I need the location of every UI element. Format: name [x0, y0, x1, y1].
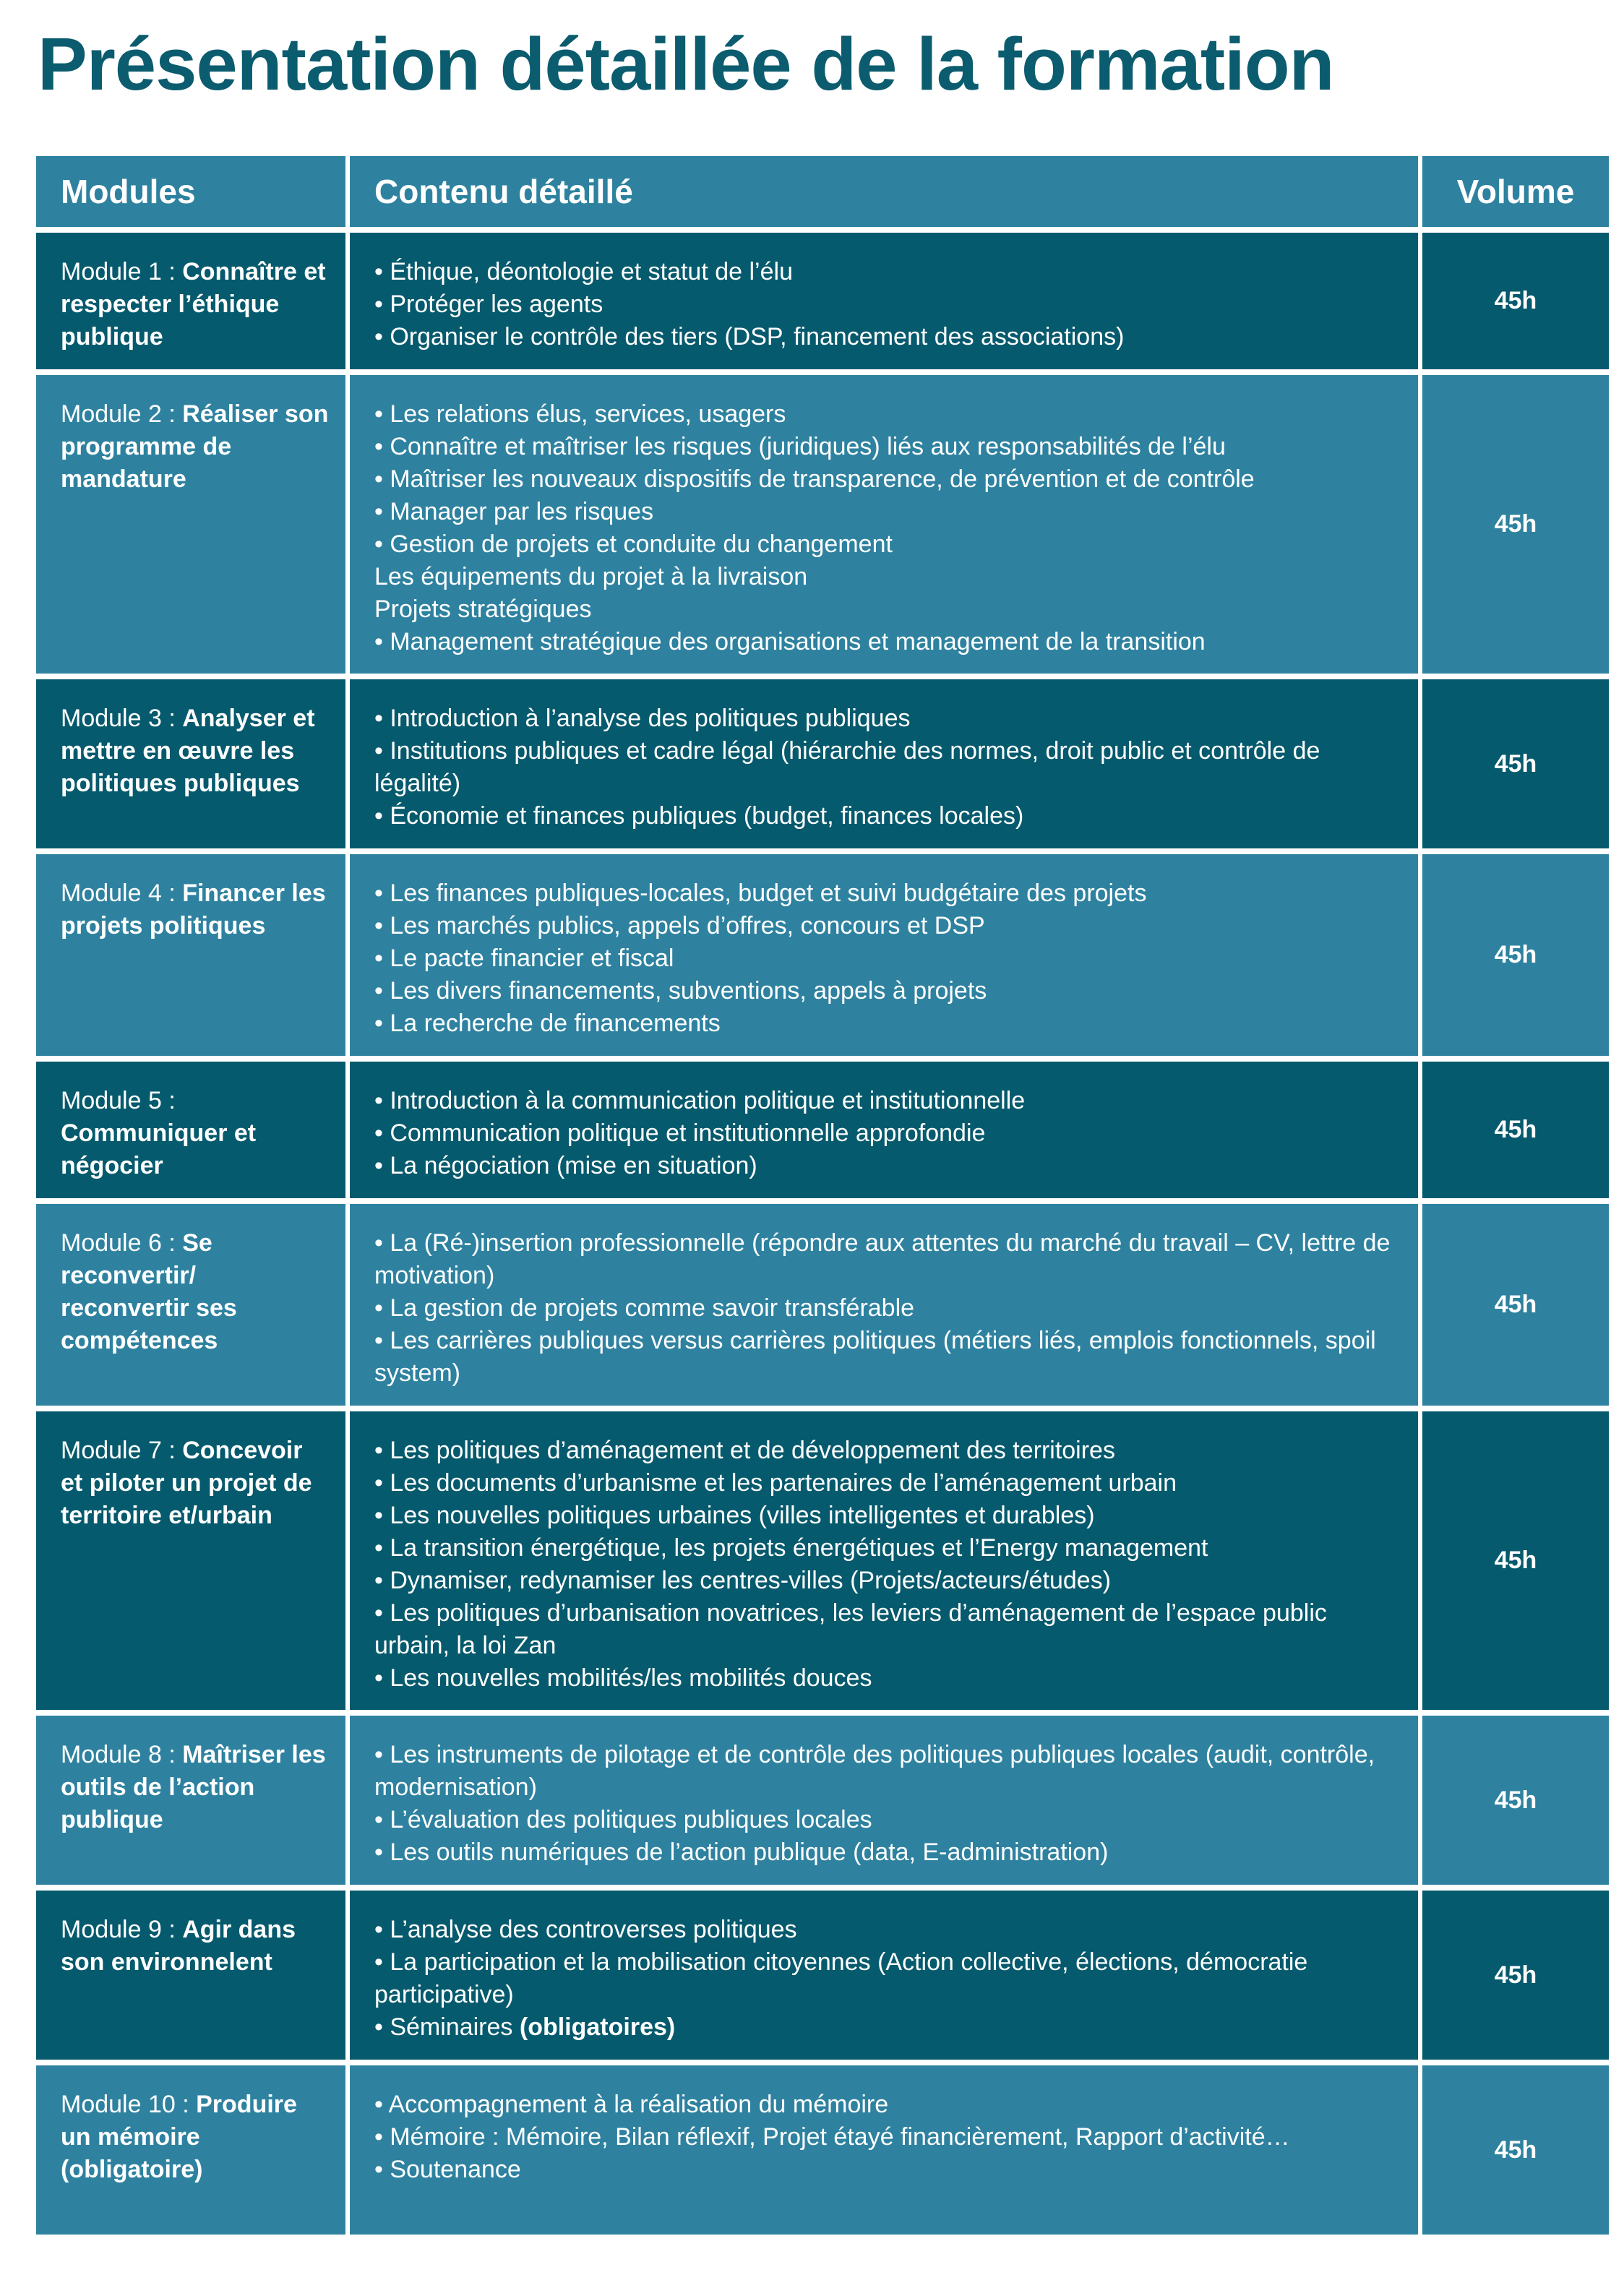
content-item-text: • Séminaires	[374, 2013, 520, 2041]
content-item: • Les politiques d’aménagement et de développement des territoires	[374, 1437, 1115, 1464]
content-item: • La transition énergétique, les projets énergétiques et l’Energy management	[374, 1534, 1208, 1562]
content-item: • La (Ré-)insertion professionnelle (répondre aux attentes du marché du travail – CV, lettre de motivation)	[374, 1229, 1391, 1289]
modules-table	[36, 156, 1609, 2235]
table-row	[36, 233, 1609, 369]
content-cell	[350, 1891, 1418, 2060]
content-item: • Les politiques d’urbanisation novatrices, les leviers d’aménagement de l’espace public urbain, la loi Zan	[374, 1599, 1327, 1659]
module-cell	[36, 1891, 345, 2060]
content-item: • Les marchés publics, appels d’offres, concours et DSP	[374, 912, 985, 939]
module-cell	[36, 1411, 345, 1710]
content-cell	[350, 679, 1418, 848]
module-name: Financer les projets politiques	[61, 879, 326, 939]
header-content: Contenu détaillé	[350, 156, 1418, 227]
content-cell	[350, 1204, 1418, 1406]
content-item: • Économie et finances publiques (budget, finances locales)	[374, 802, 1024, 830]
module-name: Produire un mémoire (obligatoire)	[61, 2091, 297, 2183]
content-cell	[350, 233, 1418, 369]
module-number: Module 6 :	[61, 1229, 183, 1257]
table-row	[36, 1891, 1609, 2060]
module-number: Module 8 :	[61, 1741, 183, 1768]
module-number: Module 1 :	[61, 258, 183, 285]
module-number: Module 5 :	[61, 1087, 176, 1114]
content-item: • Les relations élus, services, usagers	[374, 400, 786, 428]
module-number: Module 7 :	[61, 1437, 183, 1464]
content-cell	[350, 375, 1418, 674]
volume-cell: 45h	[1422, 679, 1609, 848]
content-cell	[350, 2065, 1418, 2235]
table-row	[36, 1411, 1609, 1710]
content-item: • Introduction à la communication politique et institutionnelle	[374, 1087, 1026, 1114]
module-cell	[36, 375, 345, 674]
content-item: • Protéger les agents	[374, 291, 603, 318]
content-cell	[350, 1411, 1418, 1710]
content-item: Projets stratégiques	[374, 595, 592, 623]
volume-cell: 45h	[1422, 233, 1609, 369]
volume-cell: 45h	[1422, 375, 1609, 674]
content-cell	[350, 1716, 1418, 1885]
content-item: • Maîtriser les nouveaux dispositifs de transparence, de prévention et de contrôle	[374, 465, 1255, 493]
table-row	[36, 854, 1609, 1056]
module-number: Module 9 :	[61, 1916, 183, 1943]
content-item: • Les outils numériques de l’action publique (data, E-administration)	[374, 1838, 1109, 1866]
header-modules: Modules	[36, 156, 345, 227]
content-item: • L’évaluation des politiques publiques locales	[374, 1806, 872, 1833]
table-row	[36, 679, 1609, 848]
volume-cell: 45h	[1422, 1062, 1609, 1198]
module-number: Module 2 :	[61, 400, 183, 428]
module-cell	[36, 1716, 345, 1885]
content-item: • L’analyse des controverses politiques	[374, 1916, 797, 1943]
content-item: • Les nouvelles mobilités/les mobilités douces	[374, 1664, 872, 1692]
table-row	[36, 2065, 1609, 2235]
volume-cell: 45h	[1422, 2065, 1609, 2235]
volume-cell: 45h	[1422, 1204, 1609, 1406]
module-name: Concevoir et piloter un projet de territoire et/urbain	[61, 1437, 312, 1529]
table-row	[36, 1204, 1609, 1406]
module-name: Agir dans son environnelent	[61, 1916, 296, 1976]
content-item: • La participation et la mobilisation citoyennes (Action collective, élections, démocratie participative)	[374, 1948, 1308, 2008]
content-item: • Institutions publiques et cadre légal (hiérarchie des normes, droit public et contrôle de légalité)	[374, 737, 1320, 797]
module-name: Communiquer et négocier	[61, 1119, 257, 1179]
content-item: • Manager par les risques	[374, 498, 654, 525]
content-cell	[350, 1062, 1418, 1198]
content-item: • Les documents d’urbanisme et les partenaires de l’aménagement urbain	[374, 1469, 1177, 1497]
table-header-row	[36, 156, 1609, 227]
content-item-emphasis: (obligatoires)	[519, 2013, 676, 2041]
volume-cell: 45h	[1422, 854, 1609, 1056]
content-item: • Éthique, déontologie et statut de l’élu	[374, 258, 793, 285]
content-item: • La négociation (mise en situation)	[374, 1152, 757, 1179]
module-name: Maîtriser les outils de l’action publique	[61, 1741, 326, 1833]
volume-cell: 45h	[1422, 1891, 1609, 2060]
table-row	[36, 1716, 1609, 1885]
content-item: • Gestion de projets et conduite du changement	[374, 530, 893, 558]
content-item: • Organiser le contrôle des tiers (DSP, financement des associations)	[374, 323, 1125, 350]
module-cell	[36, 1204, 345, 1406]
module-cell	[36, 2065, 345, 2235]
content-cell	[350, 854, 1418, 1056]
module-name: Se reconvertir/ reconvertir ses compétences	[61, 1229, 237, 1354]
volume-cell: 45h	[1422, 1716, 1609, 1885]
content-item: • Les nouvelles politiques urbaines (villes intelligentes et durables)	[374, 1502, 1095, 1529]
content-item: • Introduction à l’analyse des politiques publiques	[374, 705, 911, 732]
table-row	[36, 375, 1609, 674]
module-name: Analyser et mettre en œuvre les politiques publiques	[61, 705, 315, 797]
module-cell	[36, 679, 345, 848]
module-cell	[36, 233, 345, 369]
content-item	[374, 2011, 1404, 2044]
content-item: • Les finances publiques-locales, budget et suivi budgétaire des projets	[374, 879, 1147, 907]
content-item: • La gestion de projets comme savoir transférable	[374, 1294, 915, 1322]
module-number: Module 4 :	[61, 879, 183, 907]
table-row	[36, 1062, 1609, 1198]
content-item: • La recherche de financements	[374, 1010, 721, 1037]
module-cell	[36, 1062, 345, 1198]
module-number: Module 10 :	[61, 2091, 197, 2118]
volume-cell: 45h	[1422, 1411, 1609, 1710]
content-item: • Connaître et maîtriser les risques (juridiques) liés aux responsabilités de l’élu	[374, 433, 1226, 460]
content-item: • Accompagnement à la réalisation du mémoire	[374, 2091, 889, 2118]
content-item: • Mémoire : Mémoire, Bilan réflexif, Projet étayé financièrement, Rapport d’activité…	[374, 2123, 1290, 2151]
content-item: • Dynamiser, redynamiser les centres-villes (Projets/acteurs/études)	[374, 1567, 1112, 1594]
module-cell	[36, 854, 345, 1056]
header-volume: Volume	[1422, 156, 1609, 227]
content-item: • Les divers financements, subventions, appels à projets	[374, 977, 987, 1005]
content-item: • Le pacte financier et fiscal	[374, 945, 674, 972]
module-number: Module 3 :	[61, 705, 183, 732]
content-item: Les équipements du projet à la livraison	[374, 563, 808, 590]
content-item: • Les carrières publiques versus carrières politiques (métiers liés, emplois fonctionnels, spoil system)	[374, 1327, 1376, 1387]
content-item: • Communication politique et institutionnelle approfondie	[374, 1119, 986, 1147]
content-item: • Les instruments de pilotage et de contrôle des politiques publiques locales (audit, contrôle, modernisation)	[374, 1741, 1375, 1801]
content-item: • Soutenance	[374, 2156, 521, 2183]
page-title: Présentation détaillée de la formation	[38, 22, 1334, 106]
module-name: Connaître et respecter l’éthique publique	[61, 258, 326, 350]
content-item: • Management stratégique des organisations et management de la transition	[374, 628, 1206, 655]
module-name: Réaliser son programme de mandature	[61, 400, 329, 493]
